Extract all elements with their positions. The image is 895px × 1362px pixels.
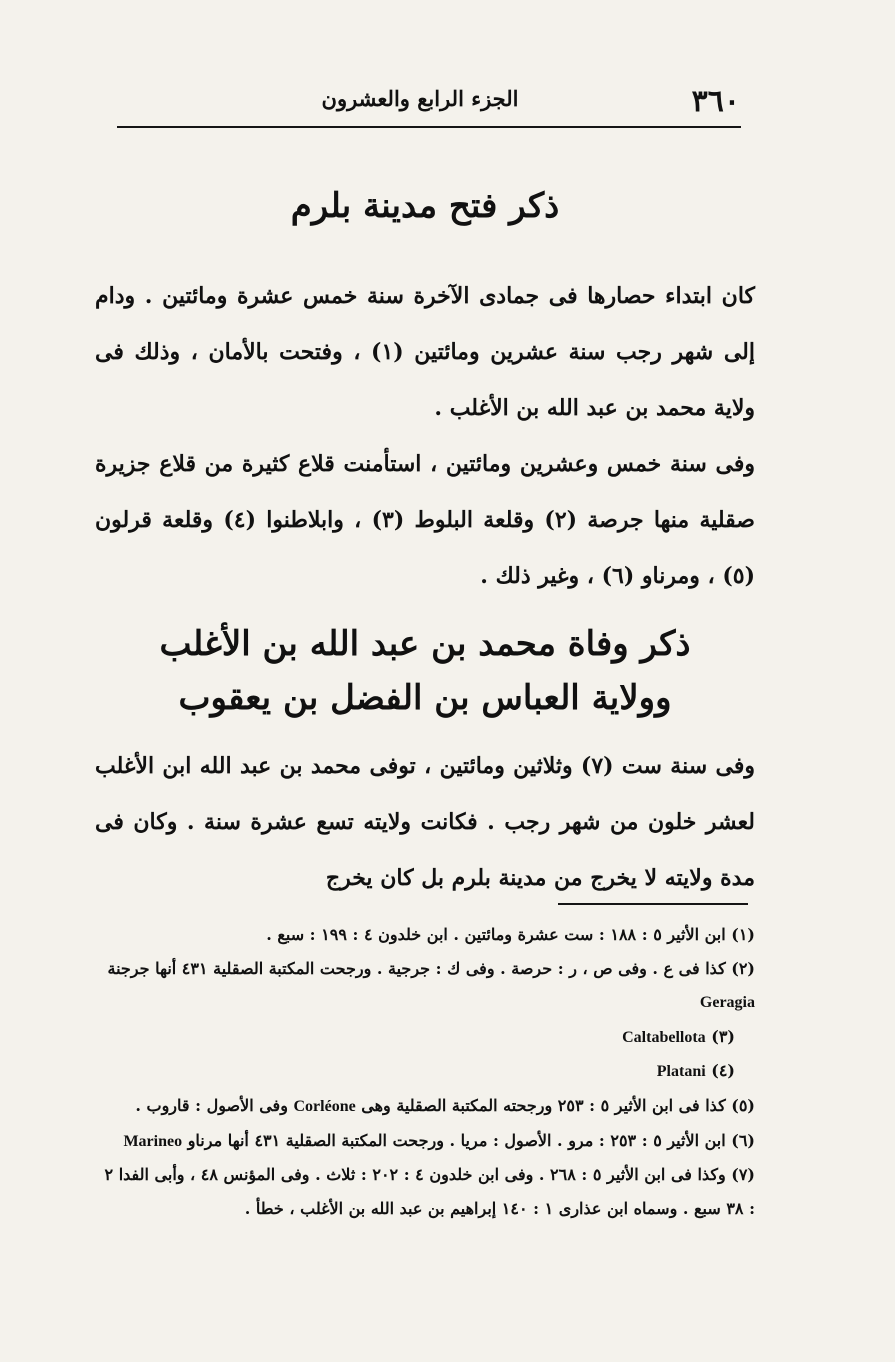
footnotes <box>100 918 755 1225</box>
footnote-4-text: (٤) <box>711 1061 735 1081</box>
footnote-2-latin: Geragia <box>699 994 755 1012</box>
footnote-2-text: (٢) كذا فى ع . وفى ص ، ر : حرصة . وفى ك : جرجية . ورجحت المكتبة الصقلية ٤٣١ أنها جرجنة <box>107 958 755 978</box>
footnote-5 <box>100 1089 755 1124</box>
footnote-5-latin: Corléone <box>293 1097 356 1115</box>
footnote-6-latin: Marineo <box>123 1132 183 1150</box>
section-title-palermo: ذكر فتح مدينة بلرم <box>290 186 560 226</box>
paragraph-fortresses: وفى سنة خمس وعشرين ومائتين ، استأمنت قلاع كثيرة من قلاع جزيرة صقلية منها جرصة (٢) وقلعة البلوط (٣) ، وابلاطنوا (٤) وقلعة قرلون (٥) ، ومرناو (٦) ، وغير ذلك . <box>95 451 755 589</box>
footnote-5-text-2: وفى الأصول : قاروب . <box>135 1095 288 1115</box>
header-rule <box>117 126 741 128</box>
paragraph-siege: كان ابتداء حصارها فى جمادى الآخرة سنة خمس عشرة ومائتين . ودام إلى شهر رجب سنة عشرين ومائتين (١) ، وفتحت بالأمان ، وذلك فى ولاية محمد بن عبد الله بن الأغلب . <box>95 283 755 421</box>
footnote-7 <box>100 1158 755 1225</box>
footnote-2 <box>100 952 755 1020</box>
footnote-6 <box>100 1124 755 1159</box>
footnote-4-latin: Platani <box>656 1063 706 1081</box>
footnote-5-text: (٥) كذا فى ابن الأثير ٥ : ٢٥٣ ورجحته المكتبة الصقلية وهى <box>361 1095 755 1115</box>
footnote-1 <box>100 918 755 952</box>
footnote-rule <box>558 903 748 905</box>
page-header <box>115 84 740 124</box>
footnote-3-text: (٣) <box>711 1026 735 1046</box>
footnote-7-text: (٧) وكذا فى ابن الأثير ٥ : ٢٦٨ . وفى ابن خلدون ٤ : ٢٠٢ : ثلاث . وفى المؤنس ٤٨ ، وأبى الفدا ٢ : ٣٨ سبع . وسماه ابن عذارى ١ : ١٤٠ إبراهيم بن عبد الله بن الأغلب ، خطأ . <box>104 1165 755 1218</box>
footnote-1-text: (١) ابن الأثير ٥ : ١٨٨ : ست عشرة ومائتين . ابن خلدون ٤ : ١٩٩ : سبع . <box>266 925 755 944</box>
running-title: الجزء الرابع والعشرون <box>321 86 519 111</box>
footnote-6-text: (٦) ابن الأثير ٥ : ٢٥٣ : مرو . الأصول : مريا . ورجحت المكتبة الصقلية ٤٣١ أنها مرناو <box>187 1130 755 1150</box>
footnote-3-latin: Caltabellota <box>622 1028 706 1046</box>
footnote-4 <box>100 1054 755 1089</box>
footnote-3 <box>100 1020 755 1055</box>
section-title-line1: ذكر وفاة محمد بن عبد الله بن الأغلب <box>159 624 691 664</box>
paragraph-death: وفى سنة ست (٧) وثلاثين ومائتين ، توفى محمد بن عبد الله ابن الأغلب لعشر خلون من شهر رجب . فكانت ولايته تسع عشرة سنة . وكان فى مدة ولايته لا يخرج من مدينة بلرم بل كان يخرج <box>95 753 755 891</box>
page-number: ٣٦٠ <box>691 84 740 119</box>
section-title-line2: وولاية العباس بن الفضل بن يعقوب <box>178 678 672 718</box>
